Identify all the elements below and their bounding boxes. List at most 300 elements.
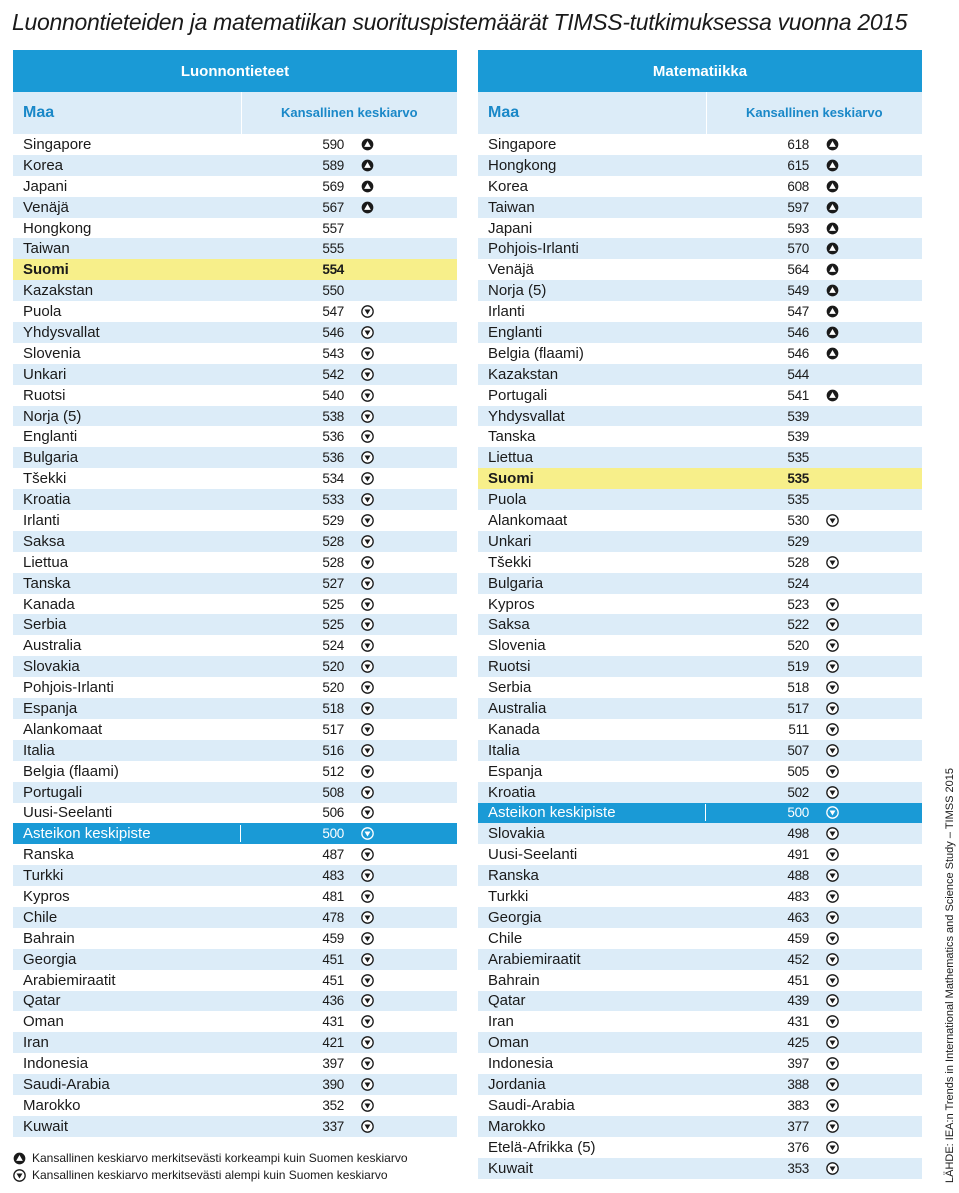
circle-down-triangle-icon	[361, 869, 391, 882]
table-row	[13, 510, 457, 531]
table-row	[478, 1158, 922, 1179]
table-row	[13, 238, 457, 259]
average-score: 549	[787, 283, 809, 299]
average-score: 529	[322, 512, 344, 528]
country-name: Serbia	[488, 679, 532, 697]
country-name: Indonesia	[488, 1055, 554, 1073]
average-score: 570	[787, 241, 809, 257]
circle-down-triangle-icon	[361, 493, 391, 506]
average-score: 546	[787, 345, 809, 361]
country-name: Kroatia	[23, 491, 71, 509]
table-row	[478, 594, 922, 615]
table-row	[478, 656, 922, 677]
circle-down-triangle-icon	[826, 514, 856, 527]
table-row	[478, 426, 922, 447]
average-score: 500	[787, 805, 809, 821]
country-name: Uusi-Seelanti	[23, 804, 113, 822]
country-name: Kazakstan	[23, 282, 94, 300]
table-row	[478, 907, 922, 928]
country-name: Saudi-Arabia	[488, 1096, 575, 1114]
table-row	[478, 803, 922, 824]
country-name: Saksa	[488, 616, 530, 634]
table-row	[13, 406, 457, 427]
average-score: 522	[787, 617, 809, 633]
country-name: Kanada	[23, 595, 75, 613]
table-row	[13, 176, 457, 197]
country-name: Iran	[488, 1013, 514, 1031]
country-name: Norja (5)	[488, 282, 547, 300]
average-score: 481	[322, 889, 344, 904]
country-name: Korea	[23, 156, 64, 174]
average-score: 555	[322, 241, 344, 257]
average-score: 376	[787, 1139, 809, 1155]
circle-down-triangle-icon	[826, 786, 856, 799]
table-row	[478, 218, 922, 239]
country-name: Japani	[488, 219, 533, 237]
circle-down-triangle-icon	[361, 1078, 391, 1091]
table-row	[13, 677, 457, 698]
country-name: Oman	[23, 1013, 64, 1031]
country-name: Korea	[488, 177, 529, 195]
average-score: 540	[322, 387, 344, 403]
country-name: Pohjois-Irlanti	[23, 679, 114, 697]
circle-down-triangle-icon	[361, 514, 391, 527]
country-name: Kroatia	[488, 783, 536, 801]
country-name: Pohjois-Irlanti	[488, 240, 579, 258]
table-row	[478, 385, 922, 406]
circle-down-triangle-icon	[361, 639, 391, 652]
circle-up-triangle-icon	[13, 1152, 26, 1165]
circle-down-triangle-icon	[826, 702, 856, 715]
country-name: Oman	[488, 1034, 529, 1052]
country-name: Puola	[23, 303, 62, 321]
circle-down-triangle-icon	[361, 326, 391, 339]
circle-down-triangle-icon	[361, 660, 391, 673]
country-name: Belgia (flaami)	[23, 762, 119, 780]
circle-up-triangle-icon	[826, 180, 856, 193]
average-score: 544	[787, 366, 809, 382]
average-score: 353	[787, 1160, 809, 1176]
circle-down-triangle-icon	[361, 618, 391, 631]
country-name: Turkki	[488, 888, 529, 905]
table-row	[13, 468, 457, 489]
average-score: 523	[787, 596, 809, 612]
circle-up-triangle-icon	[826, 326, 856, 339]
table-row	[13, 949, 457, 970]
country-name: Taiwan	[488, 198, 535, 216]
table-row	[478, 238, 922, 259]
average-score: 478	[322, 909, 344, 925]
country-name: Tanska	[23, 574, 71, 592]
country-name: Alankomaat	[23, 720, 103, 738]
table-row	[13, 1095, 457, 1116]
country-name: Singapore	[23, 135, 92, 153]
table-row	[13, 531, 457, 552]
average-score: 547	[322, 304, 344, 320]
country-name: Puola	[488, 491, 527, 509]
table-row	[13, 364, 457, 385]
average-score: 597	[787, 199, 809, 215]
average-score: 452	[787, 951, 809, 967]
circle-down-triangle-icon	[361, 702, 391, 715]
country-name: Kuwait	[23, 1117, 69, 1135]
table-row	[478, 1137, 922, 1158]
average-score: 459	[787, 930, 809, 946]
circle-down-triangle-icon	[826, 848, 856, 861]
table-row	[478, 573, 922, 594]
circle-down-triangle-icon	[826, 1036, 856, 1049]
average-score: 546	[787, 324, 809, 340]
circle-down-triangle-icon	[13, 1169, 26, 1182]
country-name: Chile	[23, 908, 58, 926]
circle-down-triangle-icon	[826, 639, 856, 652]
circle-down-triangle-icon	[826, 744, 856, 757]
country-name: Bahrain	[488, 971, 540, 989]
average-score: 421	[322, 1035, 344, 1051]
source-note: LÄHDE: IEA:n Trends in International Mathematics and Science Study – TIMSS 2015	[944, 768, 956, 1183]
country-name: Unkari	[488, 532, 532, 550]
country-name: Arabiemiraatit	[23, 971, 116, 989]
math-heading: Matematiikka	[478, 50, 922, 92]
average-score: 546	[322, 324, 344, 340]
country-name: Bulgaria	[488, 574, 544, 592]
table-row	[13, 886, 457, 907]
average-score: 483	[322, 868, 344, 884]
average-score: 529	[787, 533, 809, 549]
table-row	[478, 322, 922, 343]
average-score: 502	[787, 784, 809, 800]
table-row	[478, 949, 922, 970]
circle-down-triangle-icon	[361, 1099, 391, 1112]
table-row	[13, 573, 457, 594]
circle-up-triangle-icon	[361, 201, 391, 214]
country-name: Kypros	[23, 888, 70, 905]
table-row	[478, 197, 922, 218]
table-row	[478, 552, 922, 573]
table-row	[13, 322, 457, 343]
country-name: Espanja	[23, 699, 78, 717]
table-row	[478, 489, 922, 510]
circle-down-triangle-icon	[826, 869, 856, 882]
table-row	[478, 1053, 922, 1074]
table-row	[13, 698, 457, 719]
average-score: 535	[787, 471, 809, 487]
country-name: Suomi	[23, 261, 69, 279]
table-row	[478, 844, 922, 865]
circle-up-triangle-icon	[826, 305, 856, 318]
average-score: 536	[322, 429, 344, 445]
average-score: 377	[787, 1118, 809, 1134]
page-title: Luonnontieteiden ja matematiikan suorituspistemäärät TIMSS-tutkimuksessa vuonna 2015	[12, 9, 908, 35]
circle-up-triangle-icon	[826, 138, 856, 151]
country-name: Australia	[23, 637, 82, 655]
country-name: Japani	[23, 177, 68, 195]
average-score: 498	[787, 826, 809, 842]
average-score: 506	[322, 805, 344, 821]
table-row	[13, 155, 457, 176]
circle-down-triangle-icon	[826, 1162, 856, 1175]
legend-text-higher: Kansallinen keskiarvo merkitsevästi korkeampi kuin Suomen keskiarvo	[32, 1151, 408, 1165]
table-row	[13, 426, 457, 447]
table-row	[478, 698, 922, 719]
country-name: Liettua	[23, 553, 69, 571]
average-score: 524	[787, 575, 809, 591]
math-panel	[478, 50, 922, 1179]
average-score: 383	[787, 1097, 809, 1113]
average-column-label: Kansallinen keskiarvo	[241, 92, 458, 134]
country-name: Singapore	[488, 135, 557, 153]
country-name: Ranska	[23, 846, 74, 864]
average-score: 451	[322, 951, 344, 967]
average-score: 564	[787, 262, 809, 278]
average-score: 508	[322, 784, 344, 800]
table-row	[478, 928, 922, 949]
table-row	[13, 1116, 457, 1137]
circle-down-triangle-icon	[361, 890, 391, 903]
country-name: Jordania	[488, 1076, 546, 1094]
table-row	[478, 635, 922, 656]
average-score: 541	[787, 387, 809, 403]
country-name: Irlanti	[23, 511, 60, 529]
country-name: Venäjä	[488, 261, 534, 279]
circle-down-triangle-icon	[826, 890, 856, 903]
average-score: 463	[787, 909, 809, 925]
country-name: Irlanti	[488, 303, 525, 321]
average-score: 518	[787, 680, 809, 696]
country-name: Bahrain	[23, 929, 75, 947]
average-score: 491	[787, 847, 809, 863]
circle-down-triangle-icon	[826, 806, 856, 819]
circle-down-triangle-icon	[826, 1141, 856, 1154]
country-name: Espanja	[488, 762, 543, 780]
table-row	[478, 719, 922, 740]
circle-down-triangle-icon	[361, 974, 391, 987]
average-score: 550	[322, 283, 344, 299]
circle-down-triangle-icon	[361, 848, 391, 861]
average-score: 539	[787, 408, 809, 424]
table-row	[478, 886, 922, 907]
circle-down-triangle-icon	[826, 1078, 856, 1091]
table-row	[13, 803, 457, 824]
circle-down-triangle-icon	[361, 598, 391, 611]
average-score: 483	[787, 889, 809, 904]
country-name: Kazakstan	[488, 365, 559, 383]
circle-down-triangle-icon	[361, 911, 391, 924]
average-score: 589	[322, 157, 344, 173]
average-score: 439	[787, 993, 809, 1009]
circle-down-triangle-icon	[361, 1057, 391, 1070]
country-name: Hongkong	[23, 219, 92, 237]
legend	[13, 1150, 408, 1184]
circle-down-triangle-icon	[826, 681, 856, 694]
country-name: Yhdysvallat	[488, 407, 565, 425]
circle-down-triangle-icon	[826, 556, 856, 569]
country-name: Slovakia	[23, 658, 80, 676]
country-name: Yhdysvallat	[23, 323, 100, 341]
average-score: 517	[322, 721, 344, 737]
circle-down-triangle-icon	[826, 1099, 856, 1112]
country-name: Slovakia	[488, 825, 545, 843]
circle-up-triangle-icon	[826, 389, 856, 402]
table-row	[13, 343, 457, 364]
circle-down-triangle-icon	[361, 723, 391, 736]
average-score: 615	[787, 157, 809, 173]
country-name: Italia	[23, 741, 55, 759]
table-row	[478, 406, 922, 427]
table-row	[13, 447, 457, 468]
circle-down-triangle-icon	[361, 1015, 391, 1028]
table-row	[13, 740, 457, 761]
circle-up-triangle-icon	[826, 201, 856, 214]
circle-down-triangle-icon	[826, 598, 856, 611]
legend-item-lower	[13, 1167, 408, 1184]
average-score: 488	[787, 868, 809, 884]
math-column-header	[478, 92, 922, 134]
country-name: Ranska	[488, 867, 539, 885]
average-score: 451	[787, 972, 809, 988]
table-row	[478, 782, 922, 803]
circle-down-triangle-icon	[361, 347, 391, 360]
table-row	[13, 865, 457, 886]
average-score: 567	[322, 199, 344, 215]
average-score: 539	[787, 429, 809, 445]
country-name: Norja (5)	[23, 407, 82, 425]
circle-down-triangle-icon	[826, 974, 856, 987]
legend-text-lower: Kansallinen keskiarvo merkitsevästi alempi kuin Suomen keskiarvo	[32, 1168, 388, 1182]
average-score: 608	[787, 178, 809, 194]
circle-down-triangle-icon	[361, 1120, 391, 1133]
average-score: 528	[322, 533, 344, 549]
average-score: 524	[322, 638, 344, 654]
country-name: Portugali	[488, 386, 548, 404]
average-score: 593	[787, 220, 809, 236]
country-name: Qatar	[488, 992, 526, 1010]
table-row	[13, 907, 457, 928]
average-score: 388	[787, 1077, 809, 1093]
circle-down-triangle-icon	[826, 994, 856, 1007]
average-score: 516	[322, 742, 344, 758]
table-row	[13, 614, 457, 635]
table-row	[13, 259, 457, 280]
table-row	[478, 823, 922, 844]
table-row	[13, 197, 457, 218]
country-name: Tanska	[488, 428, 536, 446]
country-name: Indonesia	[23, 1055, 89, 1073]
country-name: Chile	[488, 929, 523, 947]
average-score: 543	[322, 345, 344, 361]
average-score: 507	[787, 742, 809, 758]
average-score: 517	[787, 700, 809, 716]
country-name: Taiwan	[23, 240, 70, 258]
table-row	[13, 823, 457, 844]
table-row	[13, 656, 457, 677]
table-row	[478, 134, 922, 155]
table-row	[13, 1011, 457, 1032]
table-row	[13, 552, 457, 573]
country-column-label: Maa	[23, 104, 55, 121]
circle-down-triangle-icon	[826, 618, 856, 631]
circle-down-triangle-icon	[826, 1120, 856, 1133]
table-row	[13, 928, 457, 949]
country-name: Portugali	[23, 783, 83, 801]
average-score: 535	[787, 450, 809, 466]
country-name: Georgia	[23, 950, 77, 968]
circle-down-triangle-icon	[361, 765, 391, 778]
average-score: 534	[322, 471, 344, 487]
average-score: 547	[787, 304, 809, 320]
circle-down-triangle-icon	[826, 932, 856, 945]
average-score: 528	[787, 554, 809, 570]
country-name: Englanti	[23, 428, 78, 446]
circle-up-triangle-icon	[826, 222, 856, 235]
circle-up-triangle-icon	[826, 284, 856, 297]
table-row	[13, 385, 457, 406]
country-name: Suomi	[488, 470, 534, 488]
average-score: 451	[322, 972, 344, 988]
circle-up-triangle-icon	[826, 347, 856, 360]
science-panel	[13, 50, 457, 1137]
table-row	[13, 489, 457, 510]
circle-up-triangle-icon	[826, 263, 856, 276]
table-row	[478, 176, 922, 197]
average-score: 397	[322, 1056, 344, 1072]
table-row	[13, 134, 457, 155]
circle-down-triangle-icon	[361, 744, 391, 757]
table-row	[478, 1116, 922, 1137]
average-score: 337	[322, 1118, 344, 1134]
table-row	[13, 280, 457, 301]
country-name: Asteikon keskipiste	[478, 804, 706, 821]
table-row	[13, 1053, 457, 1074]
country-name: Marokko	[23, 1096, 81, 1114]
table-row	[478, 259, 922, 280]
circle-down-triangle-icon	[361, 410, 391, 423]
table-row	[13, 301, 457, 322]
table-row	[478, 740, 922, 761]
table-row	[478, 1032, 922, 1053]
circle-down-triangle-icon	[826, 723, 856, 736]
country-name: Qatar	[23, 992, 61, 1010]
math-rows	[478, 134, 922, 1179]
table-row	[478, 761, 922, 782]
average-score: 500	[322, 826, 344, 842]
circle-down-triangle-icon	[361, 932, 391, 945]
circle-down-triangle-icon	[361, 535, 391, 548]
average-score: 569	[322, 178, 344, 194]
table-row	[13, 844, 457, 865]
average-score: 431	[322, 1014, 344, 1030]
circle-down-triangle-icon	[826, 660, 856, 673]
table-row	[13, 218, 457, 239]
country-name: Tšekki	[23, 470, 67, 488]
average-score: 487	[322, 847, 344, 863]
circle-down-triangle-icon	[361, 451, 391, 464]
average-score: 431	[787, 1014, 809, 1030]
country-name: Ruotsi	[488, 658, 531, 676]
table-row	[478, 280, 922, 301]
country-name: Uusi-Seelanti	[488, 846, 578, 864]
country-name: Liettua	[488, 449, 534, 467]
table-row	[478, 364, 922, 385]
circle-down-triangle-icon	[361, 994, 391, 1007]
average-score: 527	[322, 575, 344, 591]
table-row	[478, 614, 922, 635]
country-name: Arabiemiraatit	[488, 950, 581, 968]
circle-down-triangle-icon	[826, 953, 856, 966]
circle-down-triangle-icon	[361, 430, 391, 443]
table-row	[478, 531, 922, 552]
circle-up-triangle-icon	[826, 159, 856, 172]
